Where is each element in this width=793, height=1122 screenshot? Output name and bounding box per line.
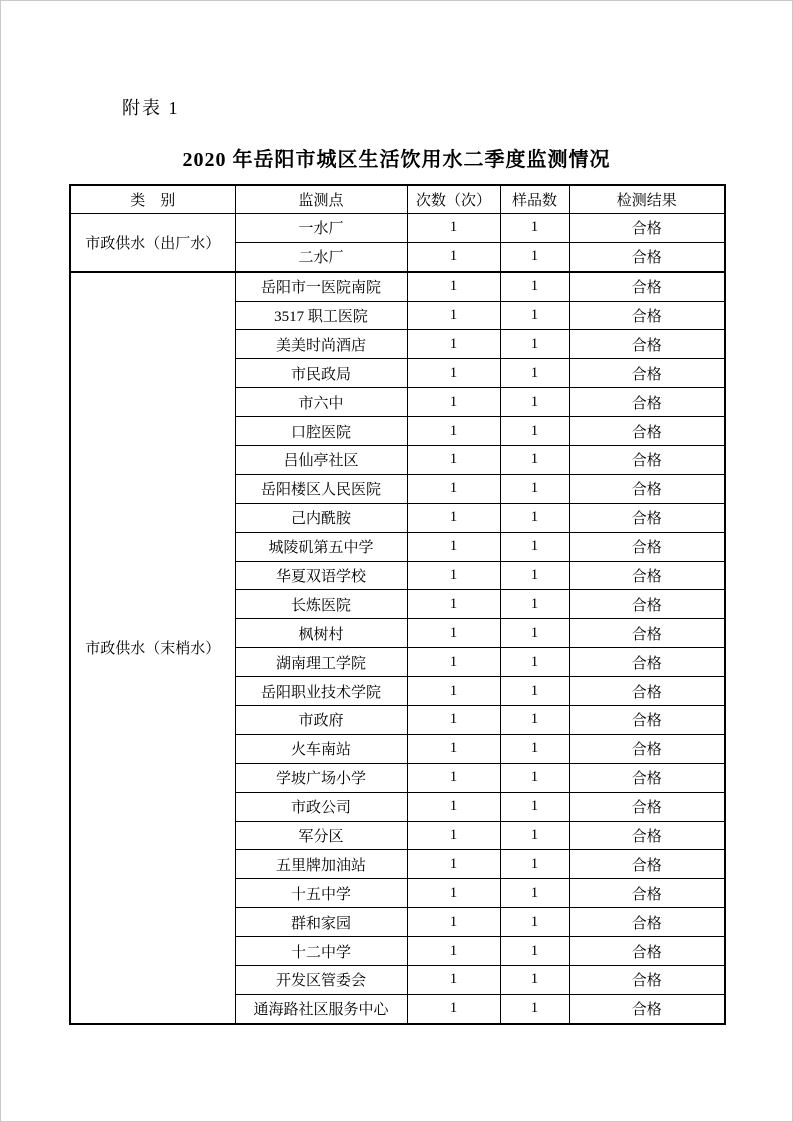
- cell-point: 二水厂: [235, 242, 407, 271]
- cell-samples: 1: [500, 503, 569, 532]
- cell-point: 城陵矶第五中学: [235, 532, 407, 561]
- cell-result: 合格: [569, 850, 725, 879]
- cell-result: 合格: [569, 994, 725, 1023]
- cell-times: 1: [407, 619, 500, 648]
- cell-point: 岳阳职业技术学院: [235, 677, 407, 706]
- cell-samples: 1: [500, 330, 569, 359]
- cell-samples: 1: [500, 272, 569, 301]
- cell-result: 合格: [569, 417, 725, 446]
- cell-point: 一水厂: [235, 213, 407, 242]
- cell-result: 合格: [569, 503, 725, 532]
- page-title: 2020 年岳阳市城区生活饮用水二季度监测情况: [182, 149, 611, 171]
- cell-point: 己内酰胺: [235, 503, 407, 532]
- cell-times: 1: [407, 966, 500, 995]
- header-category: 类 别: [70, 185, 235, 213]
- cell-point: 长炼医院: [235, 590, 407, 619]
- cell-point: 岳阳市一医院南院: [235, 272, 407, 301]
- cell-result: 合格: [569, 821, 725, 850]
- cell-times: 1: [407, 388, 500, 417]
- cell-result: 合格: [569, 648, 725, 677]
- cell-samples: 1: [500, 590, 569, 619]
- appendix-label: 附表 1: [122, 98, 180, 118]
- cell-result: 合格: [569, 619, 725, 648]
- cell-result: 合格: [569, 242, 725, 271]
- cell-point: 市六中: [235, 388, 407, 417]
- cell-samples: 1: [500, 734, 569, 763]
- cell-point: 华夏双语学校: [235, 561, 407, 590]
- cell-result: 合格: [569, 763, 725, 792]
- cell-point: 十五中学: [235, 879, 407, 908]
- cell-point: 火车南站: [235, 734, 407, 763]
- cell-result: 合格: [569, 388, 725, 417]
- cell-point: 市民政局: [235, 359, 407, 388]
- category-cell: 市政供水（出厂水）: [70, 213, 235, 271]
- cell-samples: 1: [500, 677, 569, 706]
- cell-samples: 1: [500, 213, 569, 242]
- cell-result: 合格: [569, 301, 725, 330]
- cell-samples: 1: [500, 359, 569, 388]
- cell-samples: 1: [500, 879, 569, 908]
- cell-result: 合格: [569, 590, 725, 619]
- cell-samples: 1: [500, 242, 569, 271]
- cell-samples: 1: [500, 850, 569, 879]
- cell-times: 1: [407, 879, 500, 908]
- cell-samples: 1: [500, 388, 569, 417]
- header-times: 次数（次）: [407, 185, 500, 213]
- cell-point: 3517 职工医院: [235, 301, 407, 330]
- cell-result: 合格: [569, 446, 725, 475]
- cell-point: 岳阳楼区人民医院: [235, 474, 407, 503]
- cell-times: 1: [407, 301, 500, 330]
- cell-result: 合格: [569, 706, 725, 735]
- cell-times: 1: [407, 706, 500, 735]
- cell-samples: 1: [500, 417, 569, 446]
- cell-times: 1: [407, 213, 500, 242]
- cell-times: 1: [407, 908, 500, 937]
- cell-samples: 1: [500, 821, 569, 850]
- cell-times: 1: [407, 503, 500, 532]
- table-row: [70, 272, 725, 301]
- cell-times: 1: [407, 821, 500, 850]
- cell-point: 市政府: [235, 706, 407, 735]
- cell-point: 开发区管委会: [235, 966, 407, 995]
- cell-samples: 1: [500, 532, 569, 561]
- table-row: [70, 213, 725, 242]
- cell-times: 1: [407, 474, 500, 503]
- cell-result: 合格: [569, 359, 725, 388]
- cell-point: 通海路社区服务中心: [235, 994, 407, 1023]
- cell-times: 1: [407, 272, 500, 301]
- cell-result: 合格: [569, 561, 725, 590]
- cell-samples: 1: [500, 994, 569, 1023]
- cell-samples: 1: [500, 648, 569, 677]
- cell-times: 1: [407, 648, 500, 677]
- cell-samples: 1: [500, 619, 569, 648]
- cell-result: 合格: [569, 330, 725, 359]
- cell-samples: 1: [500, 966, 569, 995]
- cell-result: 合格: [569, 734, 725, 763]
- cell-times: 1: [407, 677, 500, 706]
- category-cell: 市政供水（末梢水）: [70, 272, 235, 1024]
- cell-point: 市政公司: [235, 792, 407, 821]
- cell-result: 合格: [569, 677, 725, 706]
- cell-result: 合格: [569, 937, 725, 966]
- header-samples: 样品数: [500, 185, 569, 213]
- cell-times: 1: [407, 590, 500, 619]
- cell-samples: 1: [500, 792, 569, 821]
- cell-samples: 1: [500, 908, 569, 937]
- cell-result: 合格: [569, 532, 725, 561]
- cell-times: 1: [407, 937, 500, 966]
- cell-times: 1: [407, 446, 500, 475]
- cell-result: 合格: [569, 966, 725, 995]
- header-result: 检测结果: [569, 185, 725, 213]
- cell-result: 合格: [569, 908, 725, 937]
- cell-point: 口腔医院: [235, 417, 407, 446]
- cell-samples: 1: [500, 474, 569, 503]
- cell-point: 十二中学: [235, 937, 407, 966]
- cell-point: 军分区: [235, 821, 407, 850]
- table-header-row: [70, 185, 725, 213]
- cell-point: 五里牌加油站: [235, 850, 407, 879]
- cell-times: 1: [407, 330, 500, 359]
- cell-point: 群和家园: [235, 908, 407, 937]
- cell-result: 合格: [569, 792, 725, 821]
- cell-times: 1: [407, 763, 500, 792]
- cell-point: 枫树村: [235, 619, 407, 648]
- cell-samples: 1: [500, 937, 569, 966]
- cell-result: 合格: [569, 213, 725, 242]
- cell-times: 1: [407, 417, 500, 446]
- cell-times: 1: [407, 561, 500, 590]
- cell-samples: 1: [500, 706, 569, 735]
- cell-point: 吕仙亭社区: [235, 446, 407, 475]
- cell-times: 1: [407, 532, 500, 561]
- table-body: [70, 213, 725, 1023]
- cell-times: 1: [407, 994, 500, 1023]
- cell-point: 湖南理工学院: [235, 648, 407, 677]
- cell-point: 美美时尚酒店: [235, 330, 407, 359]
- cell-result: 合格: [569, 272, 725, 301]
- cell-times: 1: [407, 359, 500, 388]
- cell-times: 1: [407, 792, 500, 821]
- cell-result: 合格: [569, 879, 725, 908]
- cell-result: 合格: [569, 474, 725, 503]
- cell-samples: 1: [500, 561, 569, 590]
- cell-point: 学坡广场小学: [235, 763, 407, 792]
- cell-times: 1: [407, 850, 500, 879]
- cell-samples: 1: [500, 446, 569, 475]
- cell-samples: 1: [500, 763, 569, 792]
- header-point: 监测点: [235, 185, 407, 213]
- cell-times: 1: [407, 734, 500, 763]
- cell-samples: 1: [500, 301, 569, 330]
- cell-times: 1: [407, 242, 500, 271]
- monitoring-table: [69, 184, 726, 1025]
